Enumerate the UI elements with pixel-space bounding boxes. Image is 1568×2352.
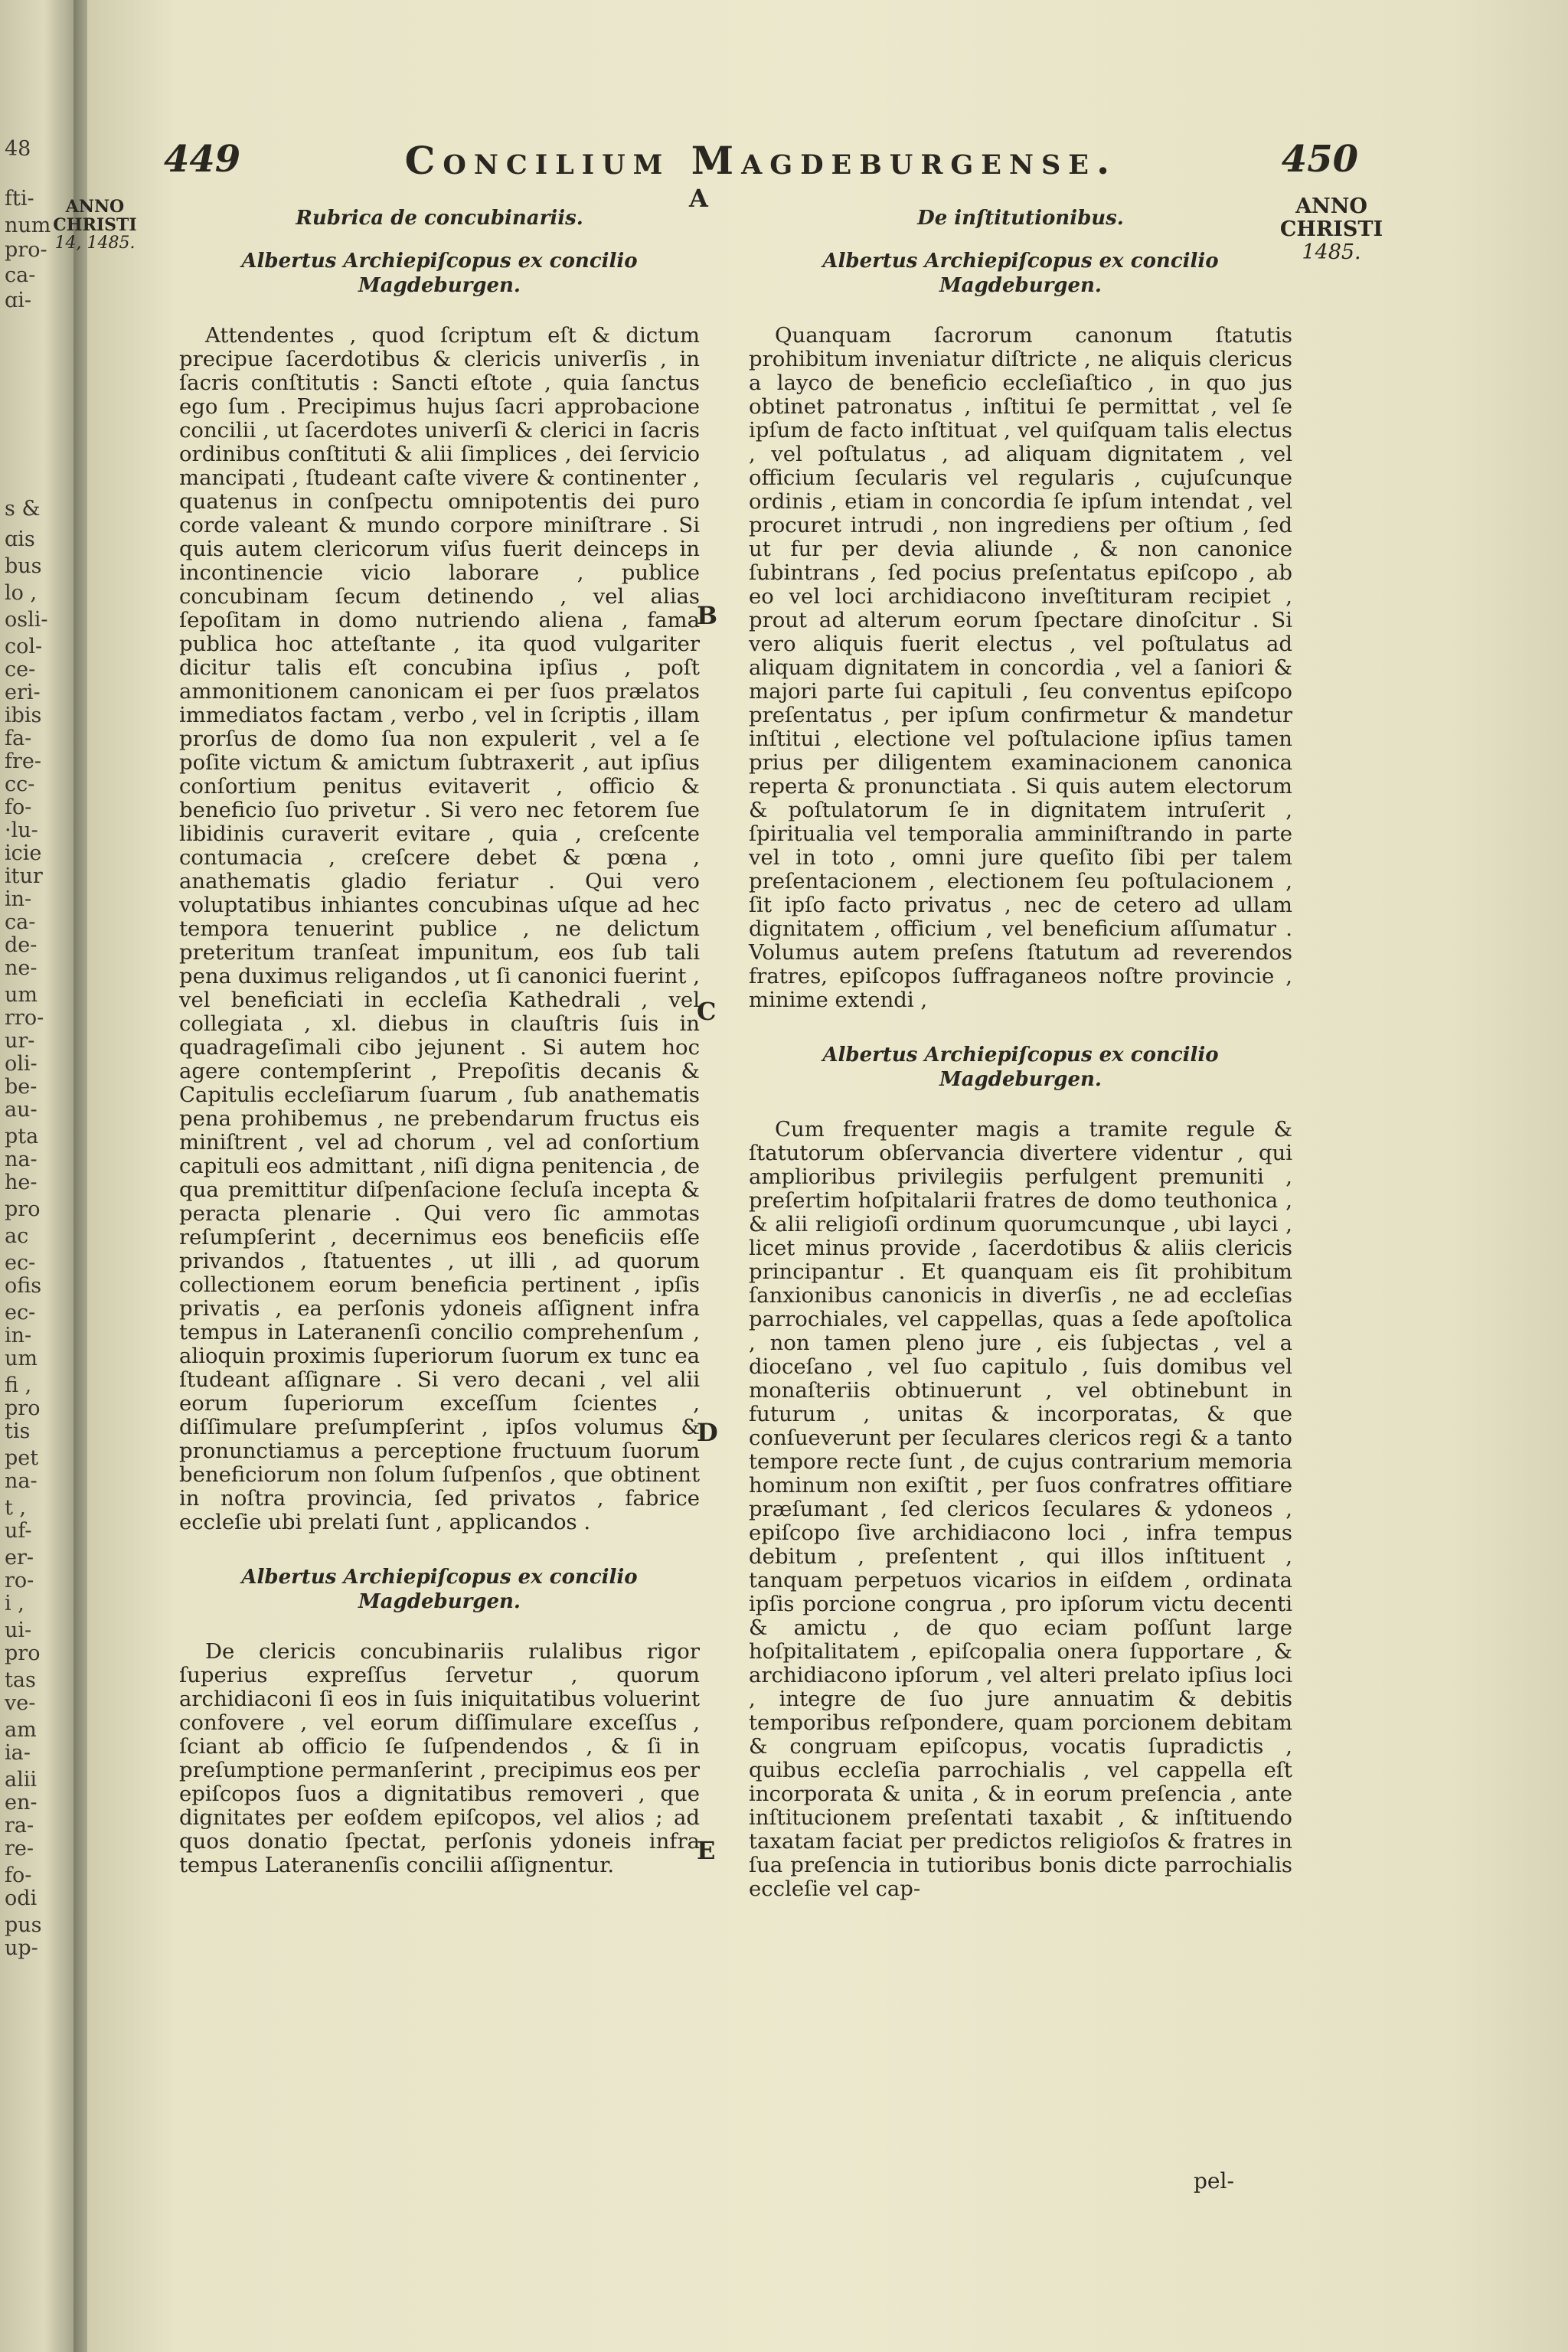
previous-page-fragment: na-	[5, 1469, 38, 1493]
previous-page-fragment: fo-	[5, 795, 32, 819]
previous-page-fragment: odi	[5, 1886, 38, 1910]
previous-page-fragment: na-	[5, 1148, 38, 1171]
previous-page-fragment: alii	[5, 1768, 38, 1792]
previous-page-fragment: fa-	[5, 727, 32, 750]
previous-page-fragment: eri-	[5, 681, 41, 704]
left-margin-year-note	[49, 198, 141, 253]
christi-label: CHRISTI	[53, 215, 137, 235]
previous-page-fragment: pus	[5, 1913, 42, 1937]
previous-page-fragment: rro-	[5, 1006, 44, 1030]
previous-page-fragment: ve-	[5, 1691, 36, 1715]
section-marker-b: B	[697, 601, 718, 630]
section-marker-e: E	[697, 1836, 716, 1865]
previous-page-fragment: ibis	[5, 704, 42, 727]
previous-page-edge	[0, 0, 74, 2352]
previous-page-fragment: fi ,	[5, 1374, 32, 1397]
section-heading: Albertus Archiepiſcopus ex concilio Magdeburgen.	[241, 1566, 638, 1613]
previous-page-fragment: ur-	[5, 1029, 35, 1053]
paragraph: Quanquam ſacrorum canonum ſtatutis prohibitum inveniatur diſtricte , ne aliquis clericus a layco de beneficio eccleſiaſtico , in quo jus obtinet patronatus , inſtitui ſe permittat , vel ſe ipſum de facto inſtituat , vel quiſquam talis electus , vel poſtulatus , ad aliquam dignitatem , vel officium ſecularis vel regularis , cujuſcunque ordinis , etiam in concordia ſe ipſum intendat , vel procuret intrudi , non ingrediens per oſtium , ſed ut fur per devia aliunde , & non canonice ſubintrans , ſed pocius preſentatus epiſcopo , ab eo vel loci archidiacono inveſtituram recipiet , prout ad alterum eorum ſpectare dinoſcitur . Si vero aliquis fuerit electus , vel poſtulatus ad aliquam dignitatem in concordia , vel a ſaniori & majori parte ſui capituli , ſeu conventus epiſcopo preſentatus , per ipſum confirmetur & mandetur inſtitui , electione vel poſtulacione ipſius tamen prius per diligentem examinacionem canonica reperta & pronunctiata . Si quis autem electorum & poſtulatorum ſe in dignitatem intruſerit , ſpiritualia vel temporalia amminiſtrando in parte vel in toto , omni jure queſito ſibi per talem preſentacionem , electionem ſeu poſtulacionem , ſit ipſo facto privatus , nec de cetero ad ullam dignitatem , officium , vel beneficium aſſumatur . Volumus autem preſens ſtatutum ad reverendos fratres, epiſcopos ſuffraganeos noſtre provincie , minime extendi ,	[749, 323, 1292, 1012]
previous-page-fragment: s &	[5, 497, 41, 521]
previous-page-fragment: ec-	[5, 1251, 36, 1275]
anno-label: ANNO	[1295, 194, 1367, 218]
previous-page-fragment: pro	[5, 1396, 41, 1420]
previous-page-fragment: num	[5, 214, 51, 237]
section-marker-d: D	[697, 1418, 718, 1447]
section-heading: Albertus Archiepiſcopus ex concilio Magdeburgen.	[822, 250, 1219, 297]
previous-page-fragment: up-	[5, 1936, 38, 1960]
previous-page-fragment: au-	[5, 1098, 38, 1122]
book-page	[53, 0, 1568, 2352]
previous-page-fragment: i ,	[5, 1592, 24, 1615]
section-heading: Albertus Archiepiſcopus ex concilio Magdeburgen.	[241, 250, 638, 297]
catchword: pel-	[1194, 2168, 1234, 2194]
previous-page-fragment: um	[5, 983, 38, 1007]
previous-page-fragment: ro-	[5, 1569, 34, 1592]
previous-page-fragment: ui-	[5, 1619, 32, 1642]
previous-page-fragment: am	[5, 1718, 37, 1742]
christi-label: CHRISTI	[1279, 217, 1383, 241]
previous-page-fragment: itur	[5, 864, 43, 888]
previous-page-fragment: 48	[5, 137, 31, 161]
previous-page-fragment: ɑi-	[5, 289, 32, 312]
previous-page-fragment: re-	[5, 1837, 34, 1860]
previous-page-fragment: ec-	[5, 1301, 36, 1325]
previous-page-fragment: pet	[5, 1446, 39, 1470]
paragraph: Cum frequenter magis a tramite regule & ſtatutorum obſervancia divertere videntur , qui amplioribus privilegiis perfulgent premuniti , preſertim hoſpitalarii fratres de domo teuthonica , & alii religioſi ordinum quorumcunque , ubi layci , licet minus provide , ſacerdotibus & aliis clericis principantur . Et quanquam eis ſit prohibitum ſanxionibus canonicis in diverſis , ne ad eccleſias parrochiales, vel cappellas, quas a ſede apoſtolica , non tamen pleno jure , eis ſubjectas , vel a dioceſano , vel ſuo capitulo , ſuis domibus vel monaſteriis obtinuerunt , vel obtinebunt in futurum , unitas & incorporatas, & que conſueverunt per ſeculares clericos regi & a tanto tempore recte ſunt , de cujus contrarium memoria hominum non exiſtit , per ſuos confratres offitiare præſumant , ſed clericos ſeculares & ydoneos , epiſcopo ſive archidiacono loci , infra tempus debitum , preſentent , qui illos inſtituent , tanquam perpetuos vicarios in eiſdem , ordinata ipſis porcione congrua , pro ipſorum victu decenti & amictu , de quo eciam poſſunt large hoſpitalitatem , epiſcopalia onera ſupportare , & archidiacono ipſorum , vel alteri prelato ipſius loci , integre de ſuo jure annuatim & debitis temporibus reſpondere, quam porcionem debitam & congruam epiſcopus, vocatis ſupradictis , quibus eccleſia parrochialis , vel cappella eſt incorporata & unita , & in eorum preſencia , ante inſtitucionem preſentati taxabit , & inſtituendo taxatam faciat per predictos religioſos & fratres in ſua preſencia in tutioribus bonis dicte parrochialis eccleſie vel cap-	[749, 1117, 1292, 1901]
left-page-number: 449	[164, 138, 241, 181]
right-column	[749, 207, 1292, 1932]
rubric-title: De inſtitutionibus.	[917, 207, 1124, 230]
previous-page-fragment: fre-	[5, 750, 42, 773]
previous-page-fragment: tis	[5, 1419, 31, 1443]
previous-page-fragment: um	[5, 1347, 38, 1370]
left-column	[179, 207, 700, 1908]
previous-page-fragment: fo-	[5, 1864, 32, 1887]
previous-page-fragment: ce-	[5, 658, 36, 681]
previous-page-fragment: icie	[5, 841, 42, 865]
section-marker-a: A	[689, 184, 708, 213]
previous-page-fragment: en-	[5, 1791, 38, 1815]
paragraph: Attendentes , quod ſcriptum eſt & dictum precipue ſacerdotibus & clericis univerſis , in ſacris conſtitutis : Sancti eſtote , quia ſanctus ego ſum . Precipimus hujus ſacri approbacione concilii , ut ſacerdotes univerſi & clerici in ſacris ordinibus conſtituti & alii ſimplices , dei ſervicio mancipati , ſtudeant caſte vivere & continenter , quatenus in conſpectu omnipotentis dei puro corde valeant & mundo corpore miniſtrare . Si quis autem clericorum viſus fuerit deinceps in incontinencie vicio laborare , publice concubinam ſecum detinendo , vel alias ſepoſitam in domo nutriendo aliena , fama publica hoc atteſtante , ita quod vulgariter dicitur talis eſt concubina ipſius , poſt ammonitionem canonicam ei per ſuos prælatos immediatos factam , verbo , vel in ſcriptis , illam prorſus de domo ſua non expulerit , vel a ſe poſite victum & amictum ſubtraxerit , aut ipſius conſortium penitus evitaverit , officio & beneficio ſuo privetur . Si vero nec fetorem ſue libidinis curaverit evitare , quia , creſcente contumacia , creſcere debet & pœna , anathematis gladio feriatur . Qui vero voluptatibus inhiantes concubinas uſque ad hec tempora tenuerint publice , ne delictum preteritum tranſeat impunitum, eos ſub tali pena duximus religandos , ut ſi canonici fuerint , vel beneficiati in eccleſia Kathedrali , vel collegiata , xl. diebus in clauſtris ſuis in quadrageſimali cibo jejunent . Si autem hoc agere contempſerint , Prepoſitis decanis & Capitulis eccleſiarum ſuarum , ſub anathematis pena prohibemus , ne prebendarum fructus eis miniſtrent , vel ad chorum , vel ad conſortium capituli eos admittant , niſi digna penitencia , de qua premittitur diſpenſacione ſecluſa incepta & peracta plenarie . Qui vero ſic ammotas reſumpſerint , decernimus eos beneficiis eſſe privandos , ſtatuentes , ut illi , ad quorum collectionem eorum beneficia pertinent , ipſis privatis , ea perſonis ydoneis aſſignent infra tempus in Lateranenſi concilio comprehenſum , alioquin proximis ſuperiorum ſuorum ex tunc ea ſtudeant aſſignare . Si vero decani , vel alii eorum ſuperiorum exceſſum ſcientes , diſſimulare preſumpſerint , ipſos volumus & pronunctiamus a perceptione fructuum ſuorum beneficiorum non ſolum ſuſpenſos , que obtinent in noſtra provincia, ſed privatos , fabrice eccleſie ubi prelati ſunt , applicandos .	[179, 323, 700, 1534]
book-gutter	[74, 0, 87, 2352]
year-label: 14, 1485.	[54, 234, 136, 253]
previous-page-fragment: lo ,	[5, 581, 38, 605]
year-label: 1485.	[1302, 240, 1361, 264]
page-header	[164, 138, 1358, 191]
previous-page-fragment: pta	[5, 1125, 39, 1148]
previous-page-fragment: ra-	[5, 1814, 34, 1838]
previous-page-fragment: ia-	[5, 1741, 31, 1765]
previous-page-fragment: tas	[5, 1668, 36, 1692]
previous-page-fragment: oli-	[5, 1052, 38, 1076]
section-marker-c: C	[697, 997, 717, 1026]
previous-page-fragment: in-	[5, 887, 32, 911]
previous-page-fragment: col-	[5, 635, 43, 658]
previous-page-fragment: uf-	[5, 1519, 32, 1543]
anno-label: ANNO	[65, 197, 125, 217]
previous-page-fragment: de-	[5, 933, 38, 957]
previous-page-fragment: in-	[5, 1324, 32, 1348]
previous-page-fragment: he-	[5, 1171, 38, 1194]
paragraph: De clericis concubinariis rulalibus rigor ſuperius expreſſus ſervetur , quorum archidiaconi ſi eos in ſuis iniquitatibus voluerint confovere , vel eorum diſſimulare exceſſus , ſciant ab officio ſe ſuſpendendos , & ſi in preſumptione permanſerint , precipimus eos per epiſcopos ſuos a dignitatibus removeri , que dignitates per eoſdem epiſcopos, vel alios ; ad quos donatio ſpectat, perſonis ydoneis infra tempus Lateranenſis concilii aſſignentur.	[179, 1639, 700, 1877]
previous-page-fragment: ne-	[5, 956, 38, 980]
previous-page-fragment: ofis	[5, 1274, 42, 1298]
rubric-title: Rubrica de concubinariis.	[296, 207, 583, 230]
section-heading: Albertus Archiepiſcopus ex concilio Magdeburgen.	[822, 1044, 1219, 1091]
previous-page-fragment: er-	[5, 1546, 34, 1570]
previous-page-fragment: ca-	[5, 263, 36, 287]
previous-page-fragment: cc-	[5, 773, 35, 796]
previous-page-fragment: pro	[5, 1642, 41, 1665]
previous-page-fragment: osli-	[5, 608, 48, 632]
previous-page-fragment: fti-	[5, 187, 34, 211]
previous-page-fragment: ɑis	[5, 528, 35, 551]
previous-page-fragment: ac	[5, 1224, 29, 1248]
previous-page-fragment: ·lu-	[5, 818, 38, 842]
previous-page-fragment: t ,	[5, 1496, 27, 1520]
previous-page-fragment: ca-	[5, 910, 36, 934]
previous-page-fragment: pro-	[5, 238, 47, 262]
previous-page-fragment: be-	[5, 1075, 38, 1099]
previous-page-fragment: pro	[5, 1197, 41, 1221]
right-page-number: 450	[1281, 138, 1358, 181]
previous-page-fragment: bus	[5, 554, 42, 578]
running-title: Concilium Magdeburgense.	[404, 138, 1118, 183]
